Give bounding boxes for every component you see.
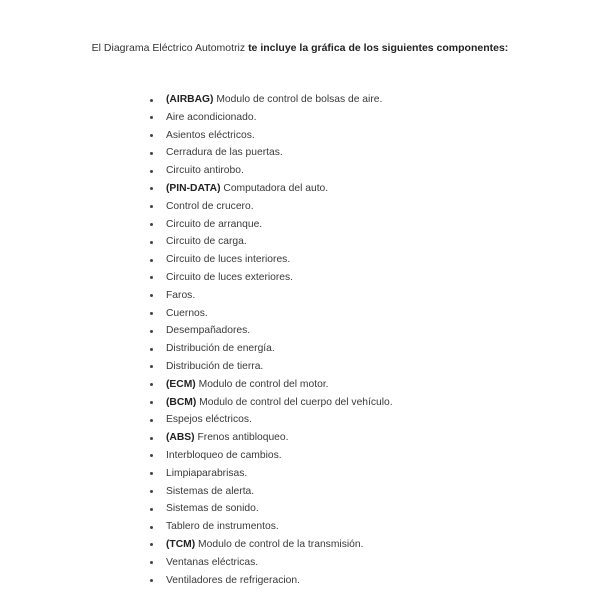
list-item (148, 340, 393, 358)
list-item (148, 180, 393, 198)
list-item (148, 554, 393, 572)
bullet-icon (150, 312, 153, 315)
list-item (148, 269, 393, 287)
bullet-icon (150, 526, 153, 529)
bullet-icon (150, 490, 153, 493)
list-item (148, 216, 393, 234)
component-description: Distribución de energía. (166, 343, 275, 355)
component-description: Ventiladores de refrigeracion. (166, 574, 300, 586)
component-description: Espejos eléctricos. (166, 414, 252, 426)
intro-text: El Diagrama Eléctrico Automotriz (91, 42, 249, 54)
component-description: Modulo de control de bolsas de aire. (213, 94, 383, 105)
bullet-icon (150, 187, 153, 190)
list-item (148, 394, 393, 412)
component-description: Modulo de control del cuerpo del vehículo. (196, 396, 393, 408)
list-item (148, 233, 393, 251)
intro-bold-text: te incluye la gráfica de los siguientes componentes: (248, 42, 509, 54)
list-item (148, 518, 393, 536)
bullet-icon (150, 330, 153, 333)
bullet-icon (150, 508, 153, 511)
component-code: (AIRBAG) (166, 94, 214, 105)
list-item (148, 162, 393, 180)
list-item (148, 376, 393, 394)
bullet-icon (150, 401, 153, 404)
component-description: Circuito antirobo. (166, 165, 244, 177)
component-description: Sistemas de sonido. (166, 503, 259, 515)
bullet-icon (150, 348, 153, 351)
bullet-icon (150, 134, 153, 137)
list-item (148, 305, 393, 323)
bullet-icon (150, 472, 153, 475)
list-item (148, 572, 393, 590)
component-description: Circuito de luces exteriores. (166, 271, 294, 283)
bullet-icon (150, 294, 153, 297)
list-item (148, 358, 393, 376)
component-code: (ABS) (166, 432, 195, 444)
bullet-icon (150, 152, 153, 155)
list-item (148, 251, 393, 269)
component-code: (PIN-DATA) (166, 182, 221, 194)
component-description: Modulo de control del motor. (195, 378, 329, 390)
bullet-icon (150, 561, 153, 564)
bullet-icon (150, 223, 153, 226)
list-item (148, 322, 393, 340)
component-description: Modulo de control de la transmisión. (195, 538, 364, 550)
bullet-icon (150, 437, 153, 440)
component-code: (TCM) (166, 538, 196, 550)
bullet-icon (150, 276, 153, 279)
component-description: Frenos antibloqueo. (194, 432, 289, 444)
bullet-icon (150, 543, 153, 546)
bullet-icon (150, 205, 153, 208)
component-description: Asientos eléctricos. (166, 129, 255, 141)
bullet-icon (150, 99, 153, 102)
list-item (148, 144, 393, 162)
component-description: Circuito de arranque. (166, 218, 263, 230)
list-item (148, 483, 393, 501)
component-description: Limpiaparabrisas. (166, 467, 248, 479)
list-item (148, 447, 393, 465)
bullet-icon (150, 579, 153, 582)
component-description: Interbloqueo de cambios. (166, 449, 282, 461)
component-description: Cuernos. (166, 307, 208, 319)
bullet-icon (150, 170, 153, 173)
list-item (148, 287, 393, 305)
component-description: Cerradura de las puertas. (166, 147, 283, 159)
component-description: Distribución de tierra. (166, 360, 264, 372)
bullet-icon (150, 116, 153, 119)
intro-paragraph (80, 41, 520, 56)
bullet-icon (150, 241, 153, 244)
bullet-icon (150, 383, 153, 386)
component-description: Tablero de instrumentos. (166, 521, 279, 533)
list-item (148, 465, 393, 483)
component-description: Circuito de luces interiores. (166, 254, 291, 266)
list-item (148, 109, 393, 127)
component-description: Sistemas de alerta. (166, 485, 255, 497)
component-description: Control de crucero. (166, 200, 254, 212)
component-code: (BCM) (166, 396, 197, 408)
list-item (148, 127, 393, 145)
component-description: Ventanas eléctricas. (166, 556, 259, 568)
component-description: Computadora del auto. (220, 182, 329, 194)
component-list (148, 91, 393, 589)
list-item (148, 429, 393, 447)
list-item (148, 411, 393, 429)
component-description: Desempañadores. (166, 325, 251, 337)
list-item (148, 500, 393, 518)
component-code: (ECM) (166, 378, 196, 390)
bullet-icon (150, 365, 153, 368)
list-item (148, 198, 393, 216)
list-item (148, 536, 393, 554)
list-item (148, 91, 393, 109)
component-description: Faros. (166, 289, 196, 301)
component-description: Circuito de carga. (166, 236, 247, 248)
bullet-icon (150, 259, 153, 262)
component-description: Aire acondicionado. (166, 111, 257, 123)
bullet-icon (150, 454, 153, 457)
bullet-icon (150, 419, 153, 422)
